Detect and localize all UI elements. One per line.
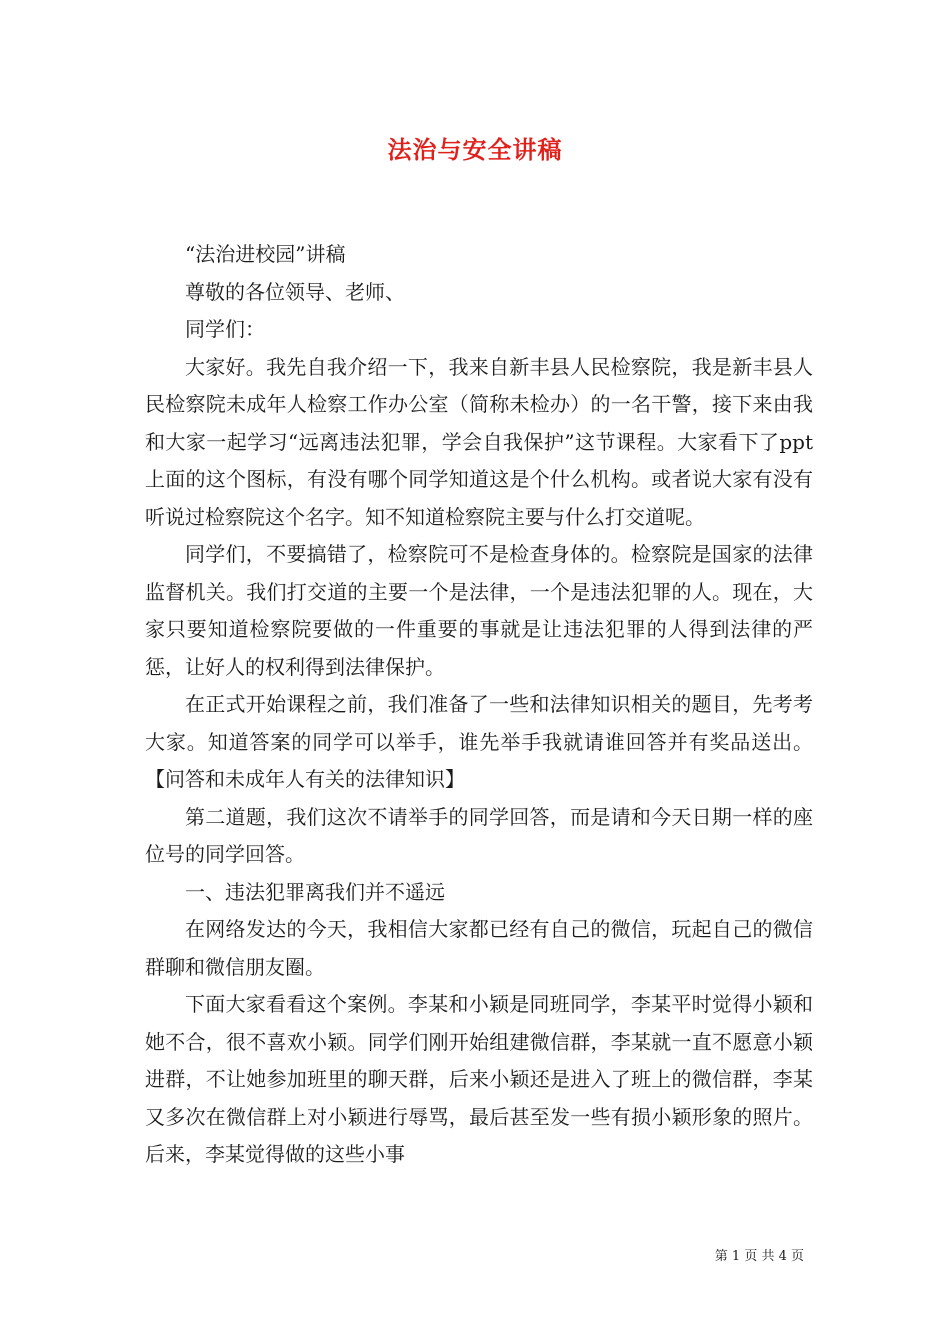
paragraph-salutation: 尊敬的各位领导、老师、 <box>185 279 405 304</box>
paragraph: 大家好。我先自我介绍一下，我来自新丰县人民检察院，我是新丰县人民检察院未成年人检察工作办公室（简称未检办）的一名干警，接下来由我和大家一起学习“远离违法犯罪，学会自我保护”这节课程。大家看下了ppt上面的这个图标，有没有哪个同学知道这是个什么机构。或者说大家有没有听说过检察院这个名字。知不知道检察院主要与什么打交道呢。 <box>145 354 813 529</box>
section-heading: 一、违法犯罪离我们并不遥远 <box>185 879 445 904</box>
document-title: 法治与安全讲稿 <box>387 135 563 164</box>
paragraph: 下面大家看看这个案例。李某和小颖是同班同学，李某平时觉得小颖和她不合，很不喜欢小颖。同学们刚开始组建微信群，李某就一直不愿意小颖进群，不让她参加班里的聊天群，后来小颖还是进入了班上的微信群，李某又多次在微信群上对小颖进行辱骂，最后甚至发一些有损小颖形象的照片。后来，李某觉得做的这些小事 <box>145 992 813 1166</box>
paragraph-salutation-2: 同学们： <box>185 317 265 341</box>
paragraph: 同学们，不要搞错了，检察院可不是检查身体的。检察院是国家的法律监督机关。我们打交道的主要一个是法律，一个是违法犯罪的人。现在，大家只要知道检察院要做的一件重要的事就是让违法犯罪的人得到法律的严惩，让好人的权利得到法律保护。 <box>145 542 813 679</box>
document-body <box>145 236 813 1174</box>
paragraph: 在正式开始课程之前，我们准备了一些和法律知识相关的题目，先考考大家。知道答案的同学可以举手，谁先举手我就请谁回答并有奖品送出。【问答和未成年人有关的法律知识】 <box>145 692 813 791</box>
paragraph-heading: “法治进校园”讲稿 <box>185 242 346 266</box>
paragraph: 在网络发达的今天，我相信大家都已经有自己的微信，玩起自己的微信群聊和微信朋友圈。 <box>145 917 813 979</box>
page-number-footer: 第 1 页 共 4 页 <box>714 1249 804 1264</box>
paragraph: 第二道题，我们这次不请举手的同学回答，而是请和今天日期一样的座位号的同学回答。 <box>145 804 813 866</box>
